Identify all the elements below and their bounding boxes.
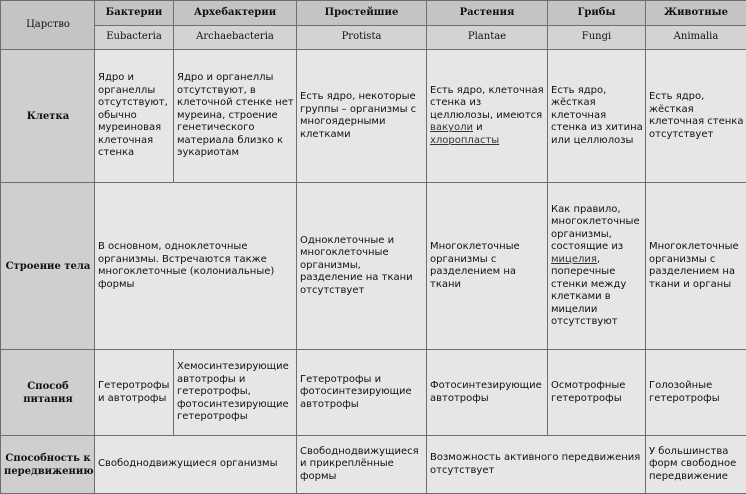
movement-animalia: У большинства форм свободное передвижение [646,436,746,494]
row-label-body: Строение тела [1,183,95,350]
mycelium-link[interactable]: мицелия [551,254,597,265]
cell-archaea: Ядро и органеллы отсутствуют, в клеточной стенке нет муреина, строение генетического материала близко к эукариотам [174,50,297,183]
row-label-nutrition: Способ питания [1,350,95,436]
row-nutrition [1,350,746,436]
latin-protista: Protista [297,26,427,50]
cell-plantae-and: и [473,122,483,133]
cell-plantae-text: Есть ядро, клеточная стенка из целлюлозы, имеются [430,85,544,121]
latin-animalia: Animalia [646,26,746,50]
cell-fungi: Есть ядро, жёсткая клеточная стенка из хитина или целлюлозы [548,50,646,183]
nutrition-archaea: Хемосинтезирующие автотрофы и гетеротрофы, фотосинтезирующие гетеротрофы [174,350,297,436]
chloroplasts-link[interactable]: хлоропласты [430,135,499,146]
movement-protista: Свободнодвижущиеся и прикреплённые формы [297,436,427,494]
latin-plantae: Plantae [427,26,548,50]
row-body [1,183,746,350]
latin-bacteria: Eubacteria [95,26,174,50]
nutrition-bacteria: Гетеротрофы и автотрофы [95,350,174,436]
movement-plantae-fungi: Возможность активного передвижения отсутствует [427,436,646,494]
cell-animalia: Есть ядро, жёсткая клеточная стенка отсутствует [646,50,746,183]
kingdom-header-bacteria: Бактерии [95,1,174,26]
body-fungi [548,183,646,350]
nutrition-plantae: Фотосинтезирующие автотрофы [427,350,548,436]
body-animalia: Многоклеточные организмы с разделением на ткани и органы [646,183,746,350]
body-plantae: Многоклеточные организмы с разделением на ткани [427,183,548,350]
nutrition-animalia: Голозойные гетеротрофы [646,350,746,436]
latin-row [1,26,746,50]
kingdom-header-archaea: Архебактерии [174,1,297,26]
cell-protista: Есть ядро, некоторые группы – организмы с многоядерными клетками [297,50,427,183]
nutrition-fungi: Осмотрофные гетеротрофы [548,350,646,436]
body-bacteria-archaea: В основном, одноклеточные организмы. Встречаются также многоклеточные (колониальные) формы [95,183,297,350]
nutrition-protista: Гетеротрофы и фотосинтезирующие автотрофы [297,350,427,436]
body-protista: Одноклеточные и многоклеточные организмы, разделение на ткани отсутствует [297,183,427,350]
cell-plantae [427,50,548,183]
kingdom-header-protista: Простейшие [297,1,427,26]
corner-header: Царство [1,1,95,50]
row-label-cell: Клетка [1,50,95,183]
cell-bacteria: Ядро и органеллы отсутствуют, обычно муреиновая клеточная стенка [95,50,174,183]
kingdom-header-animalia: Животные [646,1,746,26]
header-row [1,1,746,26]
row-label-movement: Способность к передвижению [1,436,95,494]
vacuoles-link[interactable]: вакуоли [430,122,473,133]
body-fungi-text-2: , поперечные стенки между клетками в мицелии отсутствуют [551,254,626,328]
kingdom-header-fungi: Грибы [548,1,646,26]
kingdom-header-plantae: Растения [427,1,548,26]
latin-archaea: Archaebacteria [174,26,297,50]
movement-bacteria-archaea: Свободнодвижущиеся организмы [95,436,297,494]
row-movement [1,436,746,494]
row-cell [1,50,746,183]
latin-fungi: Fungi [548,26,646,50]
body-fungi-text: Как правило, многоклеточные организмы, состоящие из [551,204,640,253]
